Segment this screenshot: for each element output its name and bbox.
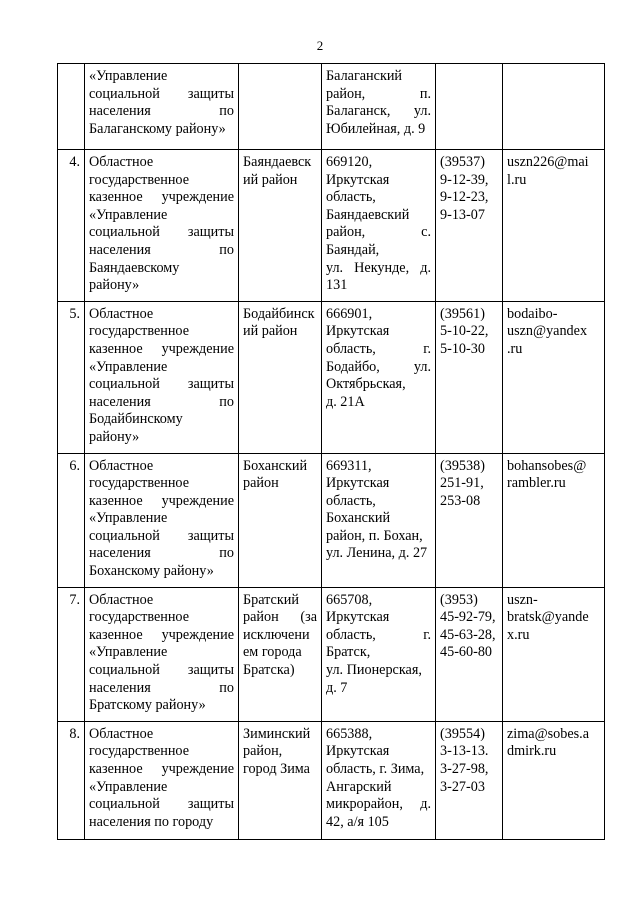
address-cell-line: ул. Некунде, д. [326, 259, 431, 276]
address-cell [322, 150, 436, 302]
address-cell-line: Братск, [326, 644, 371, 661]
row-number [58, 64, 85, 150]
district-cell [239, 453, 322, 587]
phone-cell-line: 45-92-79, [440, 609, 496, 626]
phone-cell-line: 253-08 [440, 492, 481, 509]
row-number: 5. [58, 301, 85, 453]
table-row [58, 301, 605, 453]
organization-cell-line: населения по [89, 241, 234, 258]
phone-cell [436, 301, 503, 453]
address-cell-line: 131 [326, 277, 348, 294]
address-cell-line: Иркутская [326, 609, 390, 626]
district-cell-line: Боханский [243, 457, 308, 474]
phone-cell-line: 3-27-03 [440, 778, 485, 795]
table-body [58, 64, 605, 840]
organization-cell [85, 453, 239, 587]
table-row [58, 150, 605, 302]
address-cell-line: Иркутская [326, 743, 390, 760]
address-cell [322, 721, 436, 839]
phone-cell [436, 150, 503, 302]
address-cell-line: ул. Пионерская, [326, 662, 422, 679]
phone-cell-line: 3-13-13. [440, 743, 489, 760]
institutions-table [57, 63, 605, 840]
organization-cell-line: Областное [89, 154, 154, 170]
organization-cell-line: «Управление [89, 358, 168, 375]
email-cell-line: bratsk@yande [507, 609, 589, 626]
phone-cell [436, 587, 503, 721]
organization-cell-line: казенное учреждение [89, 340, 234, 357]
organization-cell [85, 150, 239, 302]
email-cell-line: uszn226@mai [507, 154, 589, 170]
phone-cell [436, 721, 503, 839]
organization-cell-line: государственное [89, 323, 189, 340]
phone-cell-line: 9-13-07 [440, 206, 485, 223]
organization-cell-line: казенное учреждение [89, 189, 234, 206]
organization-cell-line: населения по [89, 103, 234, 120]
address-cell-line: 665708, [326, 591, 373, 608]
email-cell-line: bodaibo- [507, 305, 558, 322]
organization-cell-line: «Управление [89, 778, 168, 795]
address-cell-line: Бодайбо, ул. [326, 358, 431, 375]
address-cell-line: Иркутская [326, 323, 390, 340]
organization-cell [85, 301, 239, 453]
phone-cell [436, 453, 503, 587]
organization-cell-line: населения по городу [89, 813, 214, 830]
address-cell-line: область, г. [326, 626, 431, 643]
email-cell [503, 721, 605, 839]
address-cell-line: 666901, [326, 305, 373, 322]
email-cell [503, 301, 605, 453]
organization-cell-line: району» [89, 277, 140, 294]
organization-cell-line: Областное [89, 457, 154, 474]
organization-cell-line: Бодайбинскому [89, 411, 183, 428]
phone-cell-line: 5-10-22, [440, 323, 489, 340]
address-cell-line: район, с. [326, 224, 431, 241]
organization-cell-line: населения по [89, 545, 234, 562]
address-cell-line: область, г. Зима, [326, 761, 425, 777]
address-cell-line: Балаганский [326, 68, 403, 84]
row-number: 8. [58, 721, 85, 839]
address-cell-line: 669311, [326, 457, 372, 474]
district-cell [239, 301, 322, 453]
address-cell-line: область, г. [326, 340, 431, 357]
address-cell-line: Октябрьская, [326, 376, 406, 393]
organization-cell [85, 64, 239, 150]
address-cell-line: область, [326, 189, 376, 206]
district-cell-line: Зиминский [243, 725, 311, 742]
address-cell-line: 665388, [326, 725, 373, 742]
organization-cell-line: казенное учреждение [89, 761, 234, 777]
email-cell-line: uszn@yandex [507, 323, 588, 340]
phone-cell-line: 45-63-28, [440, 626, 496, 643]
address-cell-line: Баяндай, [326, 241, 380, 258]
email-cell-line: rambler.ru [507, 475, 566, 492]
district-cell-line: ий район [243, 323, 298, 340]
organization-cell-line: государственное [89, 743, 189, 760]
phone-cell-line: (39537) [440, 154, 485, 170]
organization-cell-line: социальной защиты [89, 527, 234, 544]
organization-cell-line: государственное [89, 171, 189, 188]
district-cell-line: район [243, 475, 279, 492]
organization-cell-line: Областное [89, 725, 154, 742]
address-cell-line: Иркутская [326, 475, 390, 492]
address-cell-line: 42, а/я 105 [326, 813, 389, 830]
phone-cell-line: 3-27-98, [440, 761, 489, 777]
address-cell-line: район, п. Бохан, [326, 527, 423, 544]
email-cell-line: uszn- [507, 591, 538, 608]
phone-cell [436, 64, 503, 150]
email-cell-line: zima@sobes.a [507, 725, 590, 742]
table-row [58, 64, 605, 150]
organization-cell-line: «Управление [89, 510, 168, 527]
phone-cell-line: 5-10-30 [440, 340, 485, 357]
email-cell [503, 150, 605, 302]
district-cell-line: Бодайбинск [243, 305, 315, 322]
address-cell-line: ул. Ленина, д. 27 [326, 545, 428, 562]
organization-cell [85, 587, 239, 721]
organization-cell-line: Балаганскому району» [89, 120, 226, 137]
district-cell-line: Баяндаевск [243, 154, 312, 170]
address-cell-line: д. 7 [326, 679, 348, 696]
table-row [58, 453, 605, 587]
phone-cell-line: (39561) [440, 305, 485, 322]
organization-cell-line: Братскому району» [89, 697, 206, 714]
address-cell-line: д. 21А [326, 393, 365, 410]
organization-cell-line: казенное учреждение [89, 626, 234, 643]
email-cell-line: l.ru [507, 171, 527, 188]
phone-cell-line: 45-60-80 [440, 644, 493, 661]
organization-cell [85, 721, 239, 839]
table-row [58, 587, 605, 721]
organization-cell-line: социальной защиты [89, 662, 234, 679]
district-cell-line: район (за [243, 609, 317, 626]
email-cell-line: .ru [507, 340, 523, 357]
district-cell-line: город Зима [243, 761, 310, 777]
organization-cell-line: казенное учреждение [89, 492, 234, 509]
phone-cell-line: (3953) [440, 591, 478, 608]
organization-cell-line: социальной защиты [89, 85, 234, 102]
organization-cell-line: Баяндаевскому [89, 259, 180, 276]
phone-cell-line: (39554) [440, 725, 485, 742]
district-cell-line: Братский [243, 591, 299, 608]
address-cell-line: Юбилейная, д. 9 [326, 120, 426, 137]
email-cell-line: bohansobes@ [507, 457, 587, 474]
address-cell [322, 64, 436, 150]
email-cell [503, 453, 605, 587]
email-cell-line: dmirk.ru [507, 743, 557, 760]
address-cell-line: микрорайон, д. [326, 796, 431, 813]
address-cell-line: Балаганск, ул. [326, 103, 431, 120]
organization-cell-line: «Управление [89, 644, 168, 661]
row-number: 4. [58, 150, 85, 302]
district-cell [239, 721, 322, 839]
organization-cell-line: «Управление [89, 68, 168, 84]
address-cell-line: Баяндаевский [326, 206, 410, 223]
address-cell-line: Ангарский [326, 778, 392, 795]
district-cell-line: район, [243, 743, 283, 760]
organization-cell-line: Боханскому району» [89, 563, 214, 580]
organization-cell-line: «Управление [89, 206, 168, 223]
address-cell-line: Иркутская [326, 171, 390, 188]
organization-cell-line: социальной защиты [89, 224, 234, 241]
phone-cell-line: 9-12-39, [440, 171, 489, 188]
organization-cell-line: району» [89, 428, 140, 445]
row-number: 6. [58, 453, 85, 587]
district-cell-line: ий район [243, 171, 298, 188]
address-cell [322, 453, 436, 587]
district-cell [239, 587, 322, 721]
organization-cell-line: социальной защиты [89, 796, 234, 813]
address-cell-line: 669120, [326, 154, 373, 170]
email-cell [503, 64, 605, 150]
address-cell-line: район, п. [326, 85, 431, 102]
organization-cell-line: населения по [89, 393, 234, 410]
row-number: 7. [58, 587, 85, 721]
organization-cell-line: государственное [89, 609, 189, 626]
organization-cell-line: социальной защиты [89, 376, 234, 393]
phone-cell-line: 9-12-23, [440, 189, 489, 206]
district-cell [239, 150, 322, 302]
address-cell-line: Боханский [326, 510, 391, 527]
district-cell-line: Братска) [243, 662, 295, 679]
organization-cell-line: населения по [89, 679, 234, 696]
email-cell [503, 587, 605, 721]
address-cell [322, 587, 436, 721]
phone-cell-line: 251-91, [440, 475, 484, 492]
organization-cell-line: Областное [89, 305, 154, 322]
page-number: 2 [316, 38, 324, 53]
district-cell-line: ем города [243, 644, 302, 661]
district-cell [239, 64, 322, 150]
organization-cell-line: государственное [89, 475, 189, 492]
table-row [58, 721, 605, 839]
district-cell-line: исключени [243, 626, 310, 643]
phone-cell-line: (39538) [440, 457, 485, 474]
email-cell-line: x.ru [507, 626, 530, 643]
address-cell [322, 301, 436, 453]
organization-cell-line: Областное [89, 591, 154, 608]
address-cell-line: область, [326, 492, 376, 509]
